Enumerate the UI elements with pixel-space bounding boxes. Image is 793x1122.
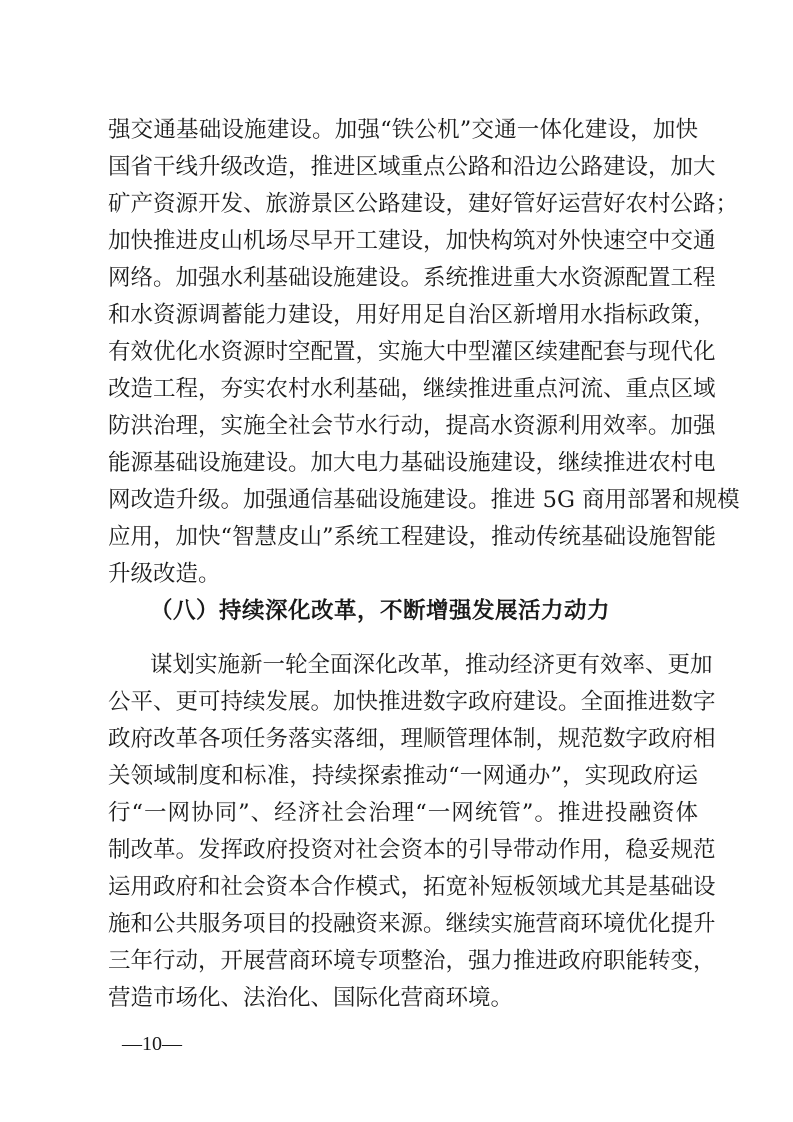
- page-number: —10—: [122, 1033, 182, 1055]
- paragraph-line: 防洪治理，实施全社会节水行动，提高水资源利用效率。加强: [108, 413, 716, 439]
- paragraph-line: 运用政府和社会资本合作模式，拓宽补短板领域尤其是基础设: [108, 874, 716, 900]
- paragraph-line: 制改革。发挥政府投资对社会资本的引导带动作用，稳妥规范: [108, 837, 716, 863]
- paragraph-line: 国省干线升级改造，推进区域重点公路和沿边公路建设，加大: [108, 154, 716, 180]
- paragraph-line: 能源基础设施建设。加大电力基础设施建设，继续推进农村电: [108, 450, 716, 476]
- paragraph-line: 营造市场化、法治化、国际化营商环境。: [108, 985, 514, 1011]
- paragraph-line: 改造工程，夯实农村水利基础，继续推进重点河流、重点区域: [108, 376, 716, 402]
- paragraph-line: 矿产资源开发、旅游景区公路建设，建好管好运营好农村公路；: [108, 191, 739, 217]
- paragraph-line: 政府改革各项任务落实落细，理顺管理体制，规范数字政府相: [108, 726, 716, 752]
- paragraph-line: 有效优化水资源时空配置，实施大中型灌区续建配套与现代化: [108, 339, 716, 365]
- paragraph-line: 关领域制度和标准，持续探索推动“一网通办”，实现政府运: [108, 763, 698, 789]
- paragraph-line: 升级改造。: [108, 561, 221, 587]
- paragraph-line: 应用，加快“智慧皮山”系统工程建设，推动传统基础设施智能: [108, 524, 717, 550]
- paragraph-line: 和水资源调蓄能力建设，用好用足自治区新增用水指标政策，: [108, 302, 716, 328]
- paragraph-line: 施和公共服务项目的投融资来源。继续实施营商环境优化提升: [108, 911, 716, 937]
- paragraph-line: 谋划实施新一轮全面深化改革，推动经济更有效率、更加: [150, 652, 713, 678]
- paragraph-line: 加快推进皮山机场尽早开工建设，加快构筑对外快速空中交通: [108, 228, 716, 254]
- section-heading: （八）持续深化改革，不断增强发展活力动力: [150, 598, 611, 624]
- paragraph-line: 行“一网协同”、经济社会治理“一网统管”。推进投融资体: [108, 800, 698, 826]
- paragraph-line: 三年行动，开展营商环境专项整治，强力推进政府职能转变，: [108, 948, 716, 974]
- paragraph-line: 网络。加强水利基础设施建设。系统推进重大水资源配置工程: [108, 265, 716, 291]
- paragraph-line: 公平、更可持续发展。加快推进数字政府建设。全面推进数字: [108, 689, 716, 715]
- paragraph-line: 网改造升级。加强通信基础设施建设。推进 5G 商用部署和规模: [108, 487, 740, 513]
- paragraph-line: 强交通基础设施建设。加强“铁公机”交通一体化建设，加快: [108, 117, 698, 143]
